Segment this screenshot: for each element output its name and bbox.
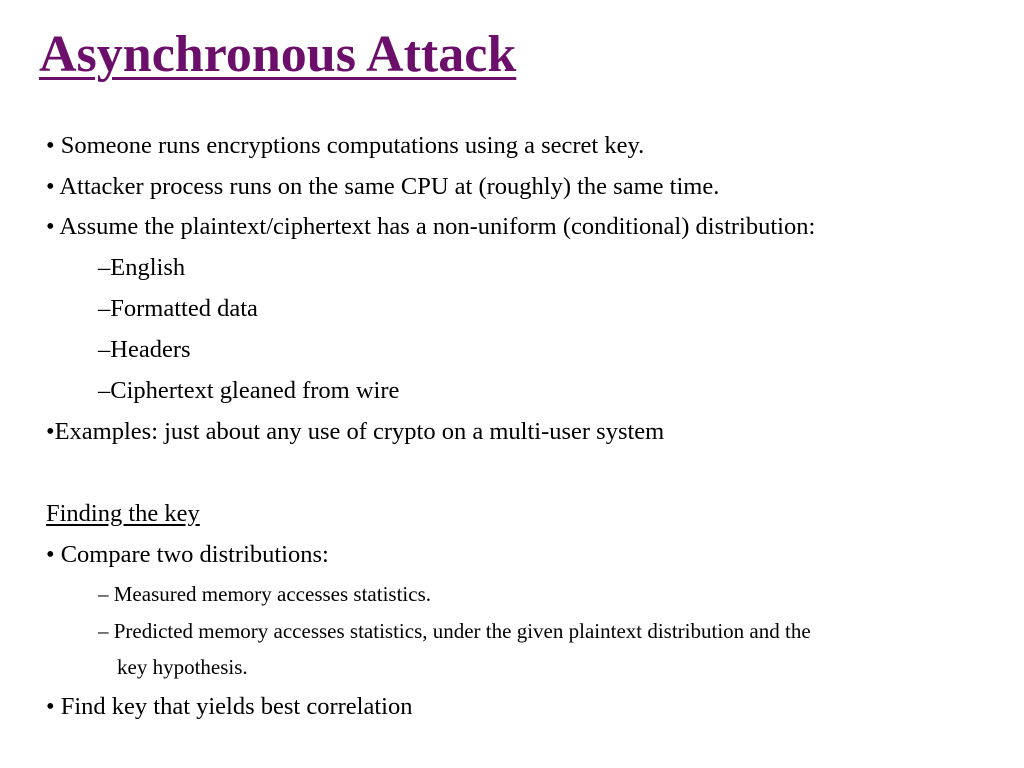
bullet-secret-key: • Someone runs encryptions computations using a secret key. — [46, 132, 645, 159]
compare-item-predicted-cont: key hypothesis. — [117, 655, 248, 679]
bullet-examples: •Examples: just about any use of crypto on a multi-user system — [46, 418, 665, 445]
bullet-final: • Find key that yields best correlation — [46, 693, 413, 720]
sub-item-headers: –Headers — [98, 336, 191, 363]
compare-item-predicted: – Predicted memory accesses statistics, under the given plaintext distribution and the — [98, 619, 811, 643]
sub-item-ciphertext: –Ciphertext gleaned from wire — [98, 377, 400, 404]
section-heading-finding-key: Finding the key — [46, 500, 200, 527]
bullet-attacker-process: • Attacker process runs on the same CPU at (roughly) the same time. — [46, 173, 720, 200]
slide-title: Asynchronous Attack — [39, 26, 517, 83]
bullet-compare: • Compare two distributions: — [46, 541, 329, 568]
bullet-distribution: • Assume the plaintext/ciphertext has a non-uniform (conditional) distribution: — [46, 213, 816, 240]
sub-item-formatted-data: –Formatted data — [98, 295, 258, 322]
sub-item-english: –English — [98, 254, 186, 281]
compare-item-measured: – Measured memory accesses statistics. — [98, 582, 431, 606]
